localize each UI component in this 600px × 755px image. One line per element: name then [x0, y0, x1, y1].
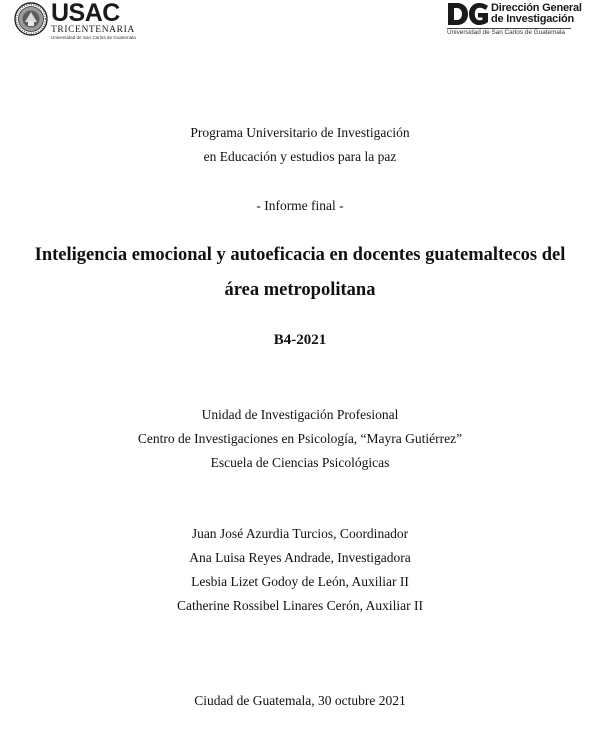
- digi-university-line: Universidad de San Carlos de Guatemala: [447, 29, 565, 36]
- page-header: [0, 0, 600, 50]
- usac-wordmark: USAC: [51, 0, 120, 27]
- unit-line: Centro de Investigaciones en Psicología, “Mayra Gutiérrez”: [137, 431, 463, 446]
- team-member: Lesbia Lizet Godoy de León, Auxiliar II: [191, 574, 409, 589]
- unit-line: Unidad de Investigación Profesional: [201, 407, 399, 422]
- team-member: Juan José Azurdia Turcios, Coordinador: [191, 526, 409, 541]
- team-member: Ana Luisa Reyes Andrade, Investigadora: [189, 550, 411, 565]
- usac-university-line: Universidad de San Carlos de Guatemala: [51, 35, 136, 40]
- digi-mark-icon: [447, 2, 489, 26]
- usac-seal-icon: [14, 2, 48, 36]
- place-date: Ciudad de Guatemala, 30 octubre 2021: [194, 693, 406, 708]
- report-title-line-1: Inteligencia emocional y autoeficacia en docentes guatemaltecos del: [34, 245, 566, 265]
- report-title-line-2: área metropolitana: [224, 280, 376, 300]
- project-code: B4-2021: [273, 332, 327, 348]
- digi-logo: [447, 2, 582, 37]
- team-member: Catherine Rossibel Linares Cerón, Auxiliar II: [177, 598, 423, 613]
- unit-line: Escuela de Ciencias Psicológicas: [210, 455, 390, 470]
- program-line-1: Programa Universitario de Investigación: [190, 125, 410, 140]
- digi-name-line2: de Investigación: [491, 13, 574, 25]
- usac-subtitle: TRICENTENARIA: [51, 25, 135, 35]
- report-type: - Informe final -: [256, 198, 344, 213]
- usac-logo: [14, 2, 136, 41]
- program-line-2: en Educación y estudios para la paz: [203, 149, 397, 164]
- digi-name-line1: Dirección General: [491, 1, 582, 14]
